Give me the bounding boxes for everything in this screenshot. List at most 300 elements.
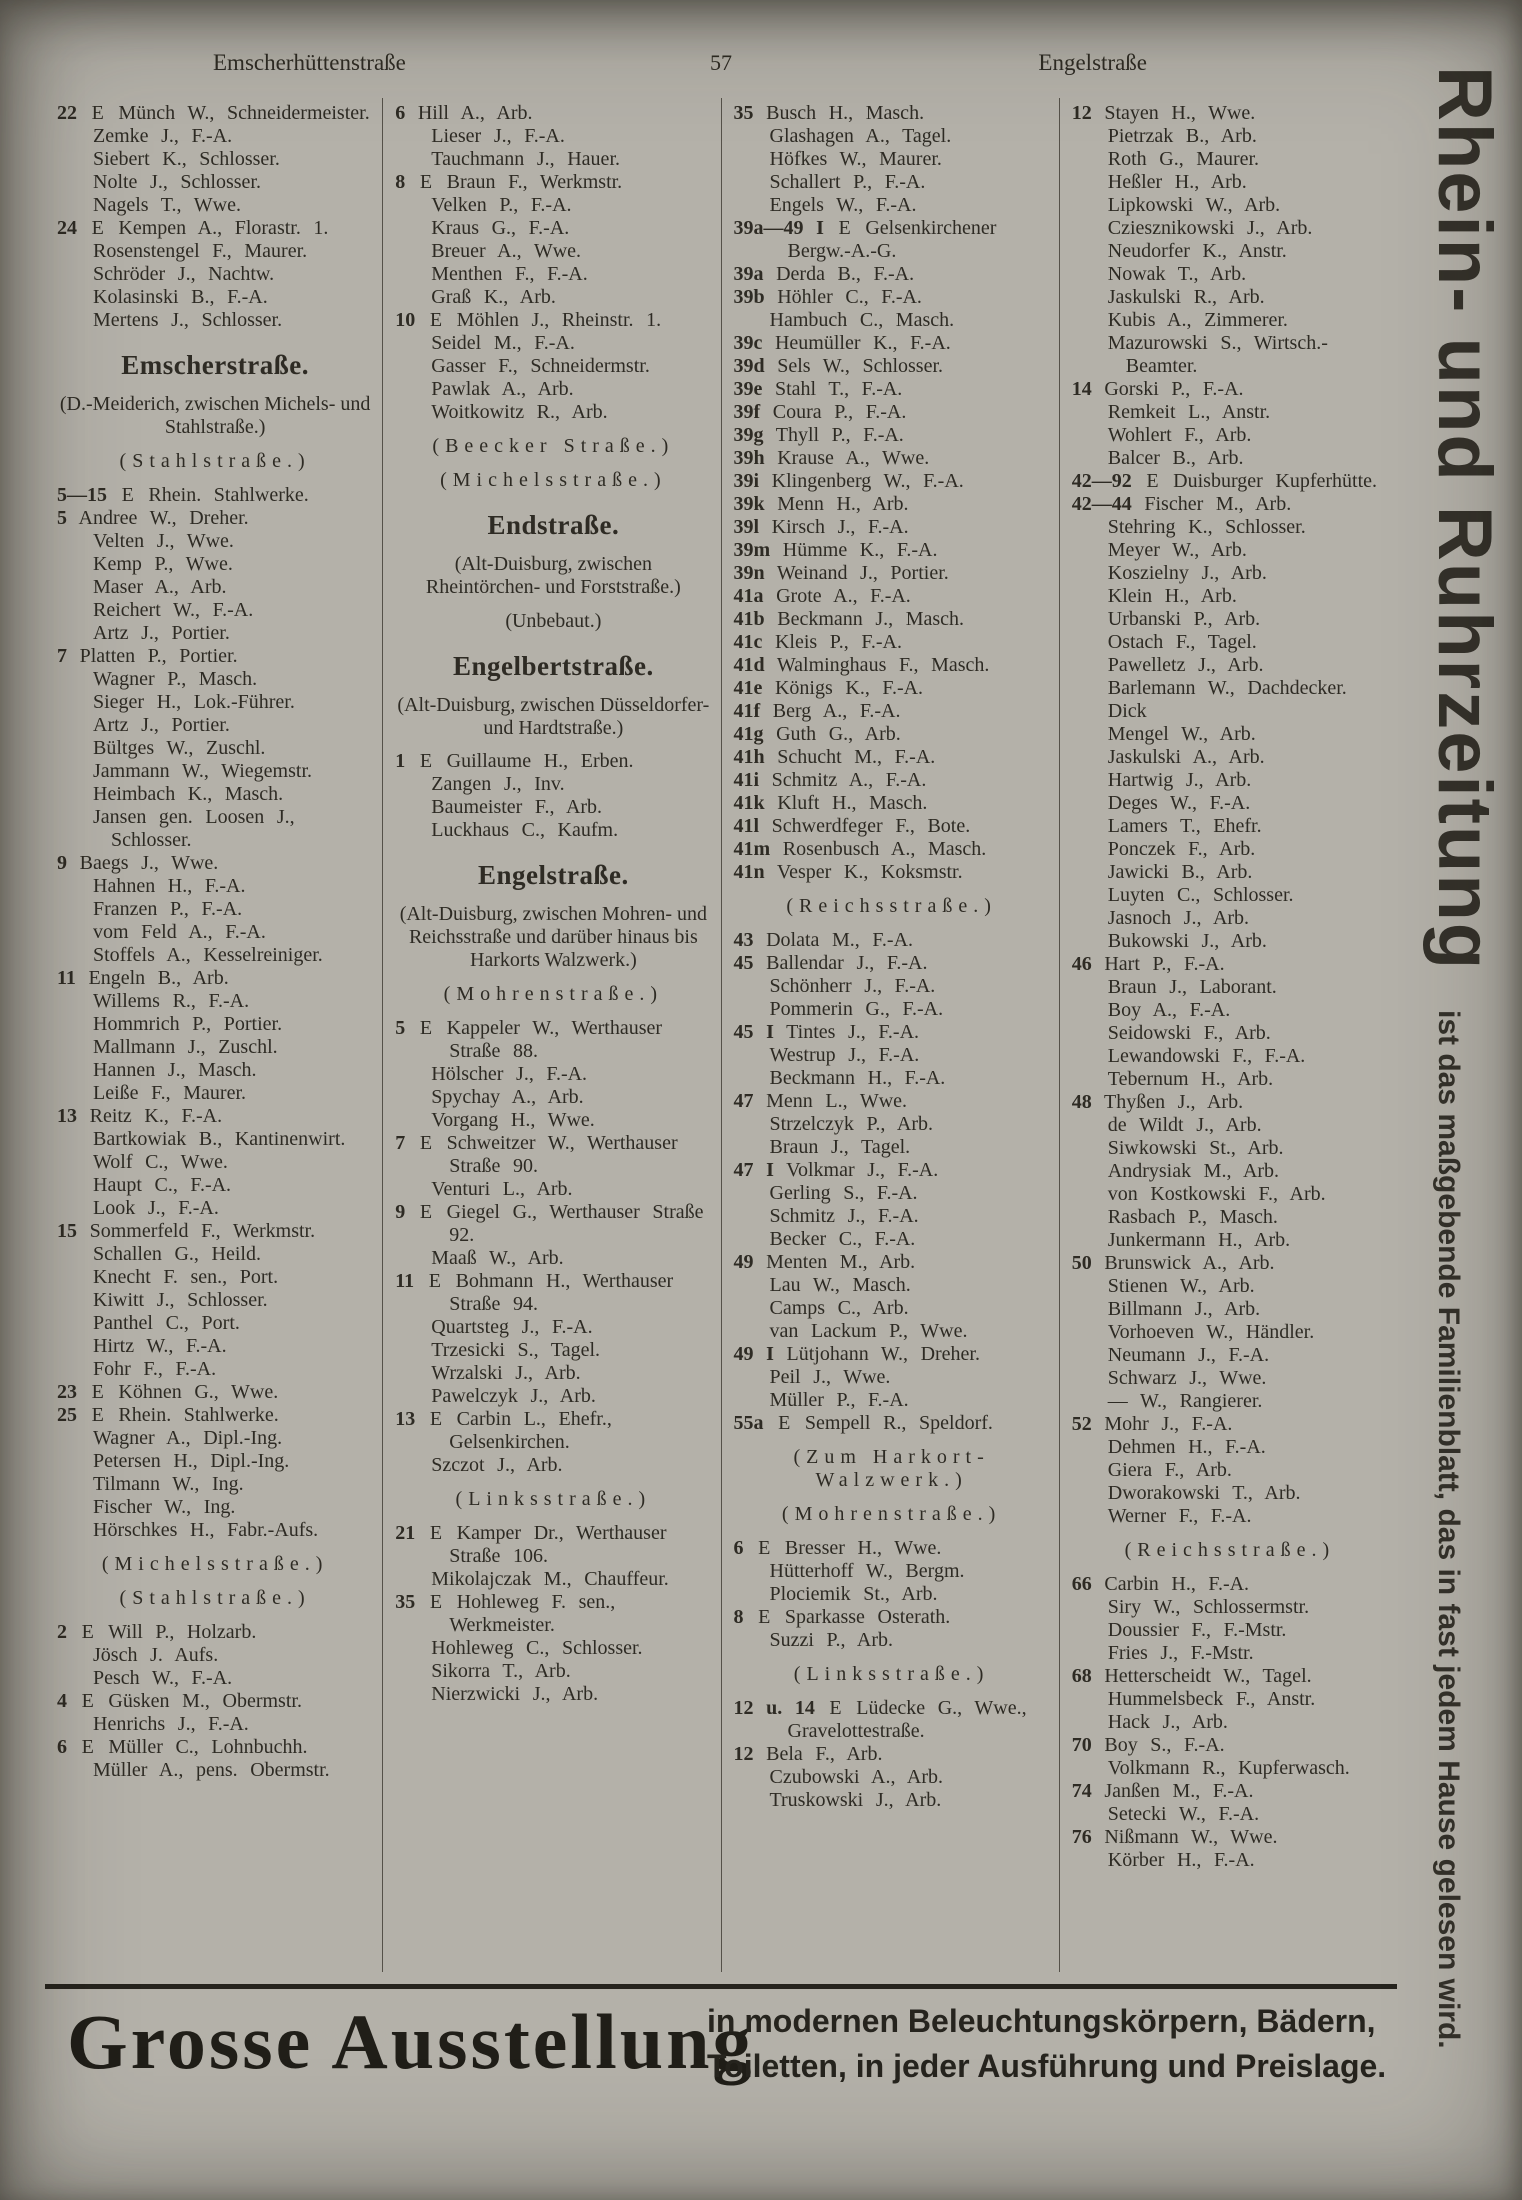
house-number: 12 xyxy=(1071,102,1092,124)
resident-line: Hirtz W., F.-A. xyxy=(93,1335,227,1357)
house-number: 8 xyxy=(733,1606,744,1628)
ad-copy-line1: in modernen Beleuchtungskörpern, Bädern, xyxy=(707,2003,1376,2039)
entry-line xyxy=(57,507,373,530)
banner-title: Rhein- und Ruhrzeitung xyxy=(1422,66,1507,972)
resident-line: Baumeister F., Arb. xyxy=(431,796,603,818)
entry-line xyxy=(734,1090,1050,1113)
entry-line xyxy=(734,539,1050,562)
resident-line: Jaskulski R., Arb. xyxy=(1107,286,1265,308)
entry-line xyxy=(734,562,1050,585)
entry-line xyxy=(734,792,1050,815)
resident-line: Knecht F. sen., Port. xyxy=(93,1266,279,1288)
entry-text: Kappeler W., Werthauser Straße 88. xyxy=(434,1017,663,1062)
entry-text: Menn L., Wwe. xyxy=(753,1090,908,1112)
entry-line xyxy=(734,746,1050,769)
owner-mark: E xyxy=(825,217,851,239)
resident-line: Werner F., F.-A. xyxy=(1107,1505,1252,1527)
resident-line: Fries J., F.-Mstr. xyxy=(1107,1642,1254,1664)
house-number: 41f xyxy=(733,700,761,722)
resident-line: Glashagen A., Tagel. xyxy=(769,125,952,147)
house-number: 42—92 xyxy=(1071,470,1132,492)
entry-text: Tintes J., F.-A. xyxy=(773,1021,920,1043)
house-number: 46 xyxy=(1071,953,1092,975)
entry-line xyxy=(57,217,373,240)
entry-line xyxy=(734,424,1050,447)
entry-line xyxy=(395,750,711,773)
entry-line xyxy=(734,723,1050,746)
resident-line: Luyten C., Schlosser. xyxy=(1107,884,1294,906)
house-number: 41n xyxy=(733,861,765,883)
house-number: 7 xyxy=(395,1132,406,1154)
entry-line xyxy=(734,952,1050,975)
resident-line: Stehring K., Schlosser. xyxy=(1107,516,1306,538)
resident-line: Seidowski F., Arb. xyxy=(1107,1022,1271,1044)
street-note: (Alt-Duisburg, zwischen Rheintörchen- und Forststraße.) xyxy=(425,553,681,598)
entry-line xyxy=(734,263,1050,286)
house-number: 39l xyxy=(733,516,760,538)
house-number: 39m xyxy=(733,539,771,561)
resident-line: — W., Rangierer. xyxy=(1107,1390,1263,1412)
resident-line: Beckmann H., F.-A. xyxy=(769,1067,946,1089)
entry-text: Boy S., F.-A. xyxy=(1091,1734,1225,1756)
house-number: 55a xyxy=(733,1412,764,1434)
entry-line xyxy=(57,645,373,668)
resident-line: Schallert P., F.-A. xyxy=(769,171,926,193)
entry-text: Sparkasse Osterath. xyxy=(772,1606,951,1628)
entry-line xyxy=(1072,1413,1388,1436)
resident-line: Doussier F., F.-Mstr. xyxy=(1107,1619,1287,1641)
resident-line: Bültges W., Zuschl. xyxy=(93,737,266,759)
column-2 xyxy=(382,98,720,1972)
house-number: 9 xyxy=(57,852,67,874)
entry-line xyxy=(57,102,373,125)
resident-line: Jammann W., Wiegemstr. xyxy=(93,760,313,782)
entry-line xyxy=(734,1251,1050,1274)
house-number: 25 xyxy=(57,1404,77,1426)
resident-line: Lamers T., Ehefr. xyxy=(1107,815,1262,837)
resident-line: Tilmann W., Ing. xyxy=(93,1473,244,1495)
house-number: 8 xyxy=(395,171,406,193)
resident-line: Siebert K., Schlosser. xyxy=(93,148,280,170)
resident-line: Neumann J., F.-A. xyxy=(1107,1344,1270,1366)
resident-line: Wolf C., Wwe. xyxy=(93,1151,228,1173)
entry-text: Hart P., F.-A. xyxy=(1091,953,1225,975)
house-number: 14 xyxy=(1071,378,1092,400)
entry-text: Will P., Holzarb. xyxy=(95,1621,257,1643)
house-number: 49 xyxy=(733,1251,754,1273)
resident-line: Hütterhoff W., Bergm. xyxy=(769,1560,965,1582)
resident-line: Bartkowiak B., Kantinenwirt. xyxy=(93,1128,346,1150)
resident-line: Dick xyxy=(1107,700,1147,722)
owner-mark: E xyxy=(79,102,104,124)
house-number: 41g xyxy=(733,723,764,745)
entry-text: Schmitz A., F.-A. xyxy=(759,769,927,791)
resident-line: Woitkowitz R., Arb. xyxy=(431,401,608,423)
resident-line: Junkermann H., Arb. xyxy=(1107,1229,1291,1251)
ad-copy xyxy=(707,1999,1407,2089)
owner-mark: E xyxy=(69,1690,94,1712)
resident-line: vom Feld A., F.-A. xyxy=(93,921,266,943)
resident-line: Nierzwicki J., Arb. xyxy=(431,1683,599,1705)
entry-text: Busch H., Masch. xyxy=(753,102,925,124)
entry-text: Rosenbusch A., Masch. xyxy=(770,838,987,860)
resident-line: Dehmen H., F.-A. xyxy=(1107,1436,1266,1458)
resident-line: Velken P., F.-A. xyxy=(431,194,572,216)
house-number: 1 xyxy=(395,750,406,772)
resident-line: Maser A., Arb. xyxy=(93,576,227,598)
entry-text: Rhein. Stahlwerke. xyxy=(105,1404,279,1426)
resident-line: Haupt C., F.-A. xyxy=(93,1174,232,1196)
entry-line xyxy=(1072,1252,1388,1275)
entry-text: Beckmann J., Masch. xyxy=(764,608,965,630)
resident-line: Ostach F., Tagel. xyxy=(1107,631,1257,653)
entry-line xyxy=(395,1132,711,1178)
house-number: 41h xyxy=(733,746,765,768)
entry-text: Janßen M., F.-A. xyxy=(1091,1780,1254,1802)
resident-line: Lipkowski W., Arb. xyxy=(1107,194,1281,216)
entry-text: Weinand J., Portier. xyxy=(764,562,949,584)
house-number: 10 xyxy=(395,309,416,331)
entry-line xyxy=(734,838,1050,861)
resident-line: Westrup J., F.-A. xyxy=(769,1044,920,1066)
cross-street-ref: (Stahlstraße.) xyxy=(119,1587,311,1609)
resident-line: Gasser F., Schneidermstr. xyxy=(431,355,650,377)
entry-text: Coura P., F.-A. xyxy=(760,401,907,423)
entry-line xyxy=(734,401,1050,424)
entry-line xyxy=(57,1105,373,1128)
entry-text: Guillaume H., Erben. xyxy=(434,750,634,772)
street-note: (D.-Meiderich, zwischen Michels- und Stahlstraße.) xyxy=(59,393,371,438)
house-number: 6 xyxy=(733,1537,744,1559)
entry-text: Mohr J., F.-A. xyxy=(1091,1413,1233,1435)
resident-line: Rasbach P., Masch. xyxy=(1107,1206,1278,1228)
entry-line xyxy=(1072,470,1388,493)
resident-line: Tauchmann J., Hauer. xyxy=(431,148,620,170)
entry-text: Menn H., Arb. xyxy=(764,493,909,515)
house-number: 15 xyxy=(57,1220,77,1242)
entry-text: Rhein. Stahlwerke. xyxy=(135,484,309,506)
advertisement xyxy=(45,1984,1397,2149)
house-number: 41e xyxy=(733,677,763,699)
owner-mark: E xyxy=(407,750,433,772)
owner-mark: E xyxy=(816,1697,842,1719)
resident-line: Vorgang H., Wwe. xyxy=(431,1109,595,1131)
resident-line: Menthen F., F.-A. xyxy=(431,263,588,285)
entry-line xyxy=(1072,102,1388,125)
resident-line: de Wildt J., Arb. xyxy=(1107,1114,1262,1136)
banner-subtitle: ist das maßgebende Familienblatt, das in fast jedem Hause gelesen wird. xyxy=(1432,1009,1465,2049)
resident-line: Mallmann J., Zuschl. xyxy=(93,1036,278,1058)
entry-text: Krause A., Wwe. xyxy=(764,447,930,469)
resident-line: Pawelletz J., Arb. xyxy=(1107,654,1264,676)
house-number: 6 xyxy=(57,1736,67,1758)
entry-text: Duisburger Kupferhütte. xyxy=(1160,470,1378,492)
owner-mark: E xyxy=(417,1522,443,1544)
house-number: 5 xyxy=(395,1017,406,1039)
owner-mark: E xyxy=(407,171,433,193)
resident-line: Hörschkes H., Fabr.-Aufs. xyxy=(93,1519,319,1541)
house-number: 39h xyxy=(733,447,765,469)
resident-line: Rosenstengel F., Maurer. xyxy=(93,240,308,262)
entry-line xyxy=(1072,1665,1388,1688)
resident-line: Stoffels A., Kesselreiniger. xyxy=(93,944,323,966)
entry-line xyxy=(734,493,1050,516)
resident-line: Panthel C., Port. xyxy=(93,1312,240,1334)
resident-line: Franzen P., F.-A. xyxy=(93,898,243,920)
owner-mark: E xyxy=(765,1412,791,1434)
entry-line xyxy=(734,286,1050,309)
resident-line: Höfkes W., Maurer. xyxy=(769,148,942,170)
house-number: 9 xyxy=(395,1201,406,1223)
resident-line: Hambuch C., Masch. xyxy=(769,309,955,331)
entry-line xyxy=(734,102,1050,125)
house-number: 11 xyxy=(57,967,76,989)
house-number: 41b xyxy=(733,608,765,630)
resident-line: Zangen J., Inv. xyxy=(431,773,565,795)
entry-line xyxy=(734,1743,1050,1766)
entry-text: Guth G., Arb. xyxy=(763,723,901,745)
resident-line: Jasnoch J., Arb. xyxy=(1107,907,1250,929)
resident-line: Strzelczyk P., Arb. xyxy=(769,1113,934,1135)
house-number: 13 xyxy=(395,1408,416,1430)
house-number: 39d xyxy=(733,355,765,377)
resident-line: Klein H., Arb. xyxy=(1107,585,1237,607)
resident-line: Hahnen H., F.-A. xyxy=(93,875,246,897)
resident-line: Körber H., F.-A. xyxy=(1107,1849,1255,1871)
entry-line xyxy=(1072,1826,1388,1849)
entry-text: Lütjohann W., Dreher. xyxy=(773,1343,980,1365)
entry-text: Klingenberg W., F.-A. xyxy=(759,470,964,492)
street-note: (Alt-Duisburg, zwischen Düsseldorfer- und Hardtstraße.) xyxy=(397,694,710,739)
house-number: 23 xyxy=(57,1381,77,1403)
owner-mark: E xyxy=(407,1132,433,1154)
resident-line: Müller P., F.-A. xyxy=(769,1389,909,1411)
resident-line: Giera F., Arb. xyxy=(1107,1459,1232,1481)
page-number: 57 xyxy=(710,50,732,75)
resident-line: Dworakowski T., Arb. xyxy=(1107,1482,1301,1504)
house-number: 35 xyxy=(733,102,754,124)
entry-text: Volkmar J., F.-A. xyxy=(773,1159,939,1181)
entry-text: Fischer M., Arb. xyxy=(1131,493,1292,515)
resident-line: Artz J., Portier. xyxy=(93,622,230,644)
cross-street-ref: (Stahlstraße.) xyxy=(119,450,311,472)
house-number: 35 xyxy=(395,1591,416,1613)
house-number: 47 xyxy=(733,1090,754,1112)
owner-mark: E xyxy=(1133,470,1159,492)
entry-text: Brunswick A., Arb. xyxy=(1091,1252,1275,1274)
resident-line: Braun J., Tagel. xyxy=(769,1136,911,1158)
entry-line xyxy=(1072,1573,1388,1596)
resident-line: Lewandowski F., F.-A. xyxy=(1107,1045,1306,1067)
entry-text: Sommerfeld F., Werkmstr. xyxy=(77,1220,316,1242)
house-number: 45 I xyxy=(733,1021,774,1043)
resident-line: Wagner A., Dipl.-Ing. xyxy=(93,1427,283,1449)
owner-mark: E xyxy=(417,1591,443,1613)
resident-line: Mikolajczak M., Chauffeur. xyxy=(431,1568,669,1590)
resident-line: Seidel M., F.-A. xyxy=(431,332,575,354)
resident-line: Gerling S., F.-A. xyxy=(769,1182,918,1204)
resident-line: Pietrzak B., Arb. xyxy=(1107,125,1257,147)
entry-text: Heumüller K., F.-A. xyxy=(762,332,951,354)
entry-text: Hohleweg F. sen., Werkmeister. xyxy=(444,1591,616,1636)
resident-line: Engels W., F.-A. xyxy=(769,194,917,216)
entry-line xyxy=(734,585,1050,608)
resident-line: Leiße F., Maurer. xyxy=(93,1082,247,1104)
house-number: 22 xyxy=(57,102,77,124)
entry-text: Thyll P., F.-A. xyxy=(763,424,904,446)
house-number: 2 xyxy=(57,1621,67,1643)
resident-line: Siwkowski St., Arb. xyxy=(1107,1137,1284,1159)
resident-line: Fohr F., F.-A. xyxy=(93,1358,217,1380)
entry-text: Walminghaus F., Masch. xyxy=(764,654,990,676)
house-number: 39b xyxy=(733,286,765,308)
entry-line xyxy=(734,447,1050,470)
owner-mark: E xyxy=(69,1736,94,1758)
entry-line xyxy=(395,309,711,332)
house-number: 76 xyxy=(1071,1826,1092,1848)
owner-mark: E xyxy=(69,1621,94,1643)
column-1 xyxy=(45,98,382,1972)
house-number: 39g xyxy=(733,424,764,446)
resident-line: Becker C., F.-A. xyxy=(769,1228,916,1250)
entry-text: Höhler C., F.-A. xyxy=(764,286,922,308)
house-number: 45 xyxy=(733,952,754,974)
newspaper-side-banner xyxy=(1400,0,1520,2200)
resident-line: Fischer W., Ing. xyxy=(93,1496,236,1518)
resident-line: Urbanski P., Arb. xyxy=(1107,608,1261,630)
resident-line: Sieger H., Lok.-Führer. xyxy=(93,691,295,713)
resident-line: Volkmann R., Kupferwasch. xyxy=(1107,1757,1350,1779)
entry-line xyxy=(1072,493,1388,516)
entry-line xyxy=(734,1021,1050,1044)
resident-line: Schröder J., Nachtw. xyxy=(93,263,275,285)
entry-text: Giegel G., Werthauser Straße 92. xyxy=(434,1201,704,1246)
cross-street-ref: (Reichsstraße.) xyxy=(1124,1539,1336,1561)
house-number: 39k xyxy=(733,493,765,515)
entry-line xyxy=(734,1537,1050,1560)
entry-text: Vesper K., Koksmstr. xyxy=(764,861,963,883)
house-number: 74 xyxy=(1071,1780,1092,1802)
entry-line xyxy=(734,929,1050,952)
resident-line: Hannen J., Masch. xyxy=(93,1059,257,1081)
entry-text: Schwerdfeger F., Bote. xyxy=(759,815,971,837)
entry-text: Berg A., F.-A. xyxy=(760,700,901,722)
entry-line xyxy=(57,1220,373,1243)
resident-line: Vorhoeven W., Händler. xyxy=(1107,1321,1315,1343)
house-number: 47 I xyxy=(733,1159,774,1181)
entry-text: Carbin L., Ehefr., Gelsenkirchen. xyxy=(444,1408,612,1453)
entry-line xyxy=(734,378,1050,401)
resident-line: Reichert W., F.-A. xyxy=(93,599,254,621)
entry-text: Sels W., Schlosser. xyxy=(764,355,944,377)
entry-line xyxy=(1072,1091,1388,1114)
resident-line: Hartwig J., Arb. xyxy=(1107,769,1252,791)
entry-line xyxy=(734,332,1050,355)
resident-line: Maaß W., Arb. xyxy=(431,1247,564,1269)
entry-text: Stahl T., F.-A. xyxy=(762,378,903,400)
resident-line: von Kostkowski F., Arb. xyxy=(1107,1183,1326,1205)
entry-line xyxy=(734,355,1050,378)
house-number: 39e xyxy=(733,378,763,400)
entry-text: Königs K., F.-A. xyxy=(762,677,924,699)
resident-line: Zemke J., F.-A. xyxy=(93,125,233,147)
resident-line: Mertens J., Schlosser. xyxy=(93,309,283,331)
owner-mark: E xyxy=(407,1017,433,1039)
column-4 xyxy=(1059,98,1397,1972)
resident-line: Schönherr J., F.-A. xyxy=(769,975,936,997)
resident-line: Schmitz J., F.-A. xyxy=(769,1205,919,1227)
resident-line: Camps C., Arb. xyxy=(769,1297,909,1319)
resident-line: Hohleweg C., Schlosser. xyxy=(431,1637,643,1659)
entry-line xyxy=(734,631,1050,654)
resident-line: Pawelczyk J., Arb. xyxy=(431,1385,596,1407)
resident-line: Artz J., Portier. xyxy=(93,714,230,736)
resident-line: Luckhaus C., Kaufm. xyxy=(431,819,619,841)
house-number: 12 u. 14 xyxy=(733,1697,815,1719)
resident-line: Nolte J., Schlosser. xyxy=(93,171,261,193)
resident-line: Wagner P., Masch. xyxy=(93,668,258,690)
resident-line: Quartsteg J., F.-A. xyxy=(431,1316,593,1338)
resident-line: Venturi L., Arb. xyxy=(431,1178,573,1200)
cross-street-ref: (Beecker Straße.) xyxy=(432,435,675,457)
entry-line xyxy=(57,852,373,875)
resident-line: Plociemik St., Arb. xyxy=(769,1583,938,1605)
resident-line: Pesch W., F.-A. xyxy=(93,1667,233,1689)
house-number: 5—15 xyxy=(57,484,107,506)
entry-line xyxy=(734,608,1050,631)
owner-mark: E xyxy=(407,1201,433,1223)
resident-line: Pawlak A., Arb. xyxy=(431,378,574,400)
resident-line: Koszielny J., Arb. xyxy=(1107,562,1267,584)
resident-line: Hummelsbeck F., Anstr. xyxy=(1107,1688,1316,1710)
owner-mark: E xyxy=(745,1606,771,1628)
cross-street-ref: (Mohrenstraße.) xyxy=(443,983,664,1005)
house-number: 41i xyxy=(733,769,760,791)
entry-text: Grote A., F.-A. xyxy=(763,585,911,607)
house-number: 24 xyxy=(57,217,77,239)
owner-mark: E xyxy=(79,1404,104,1426)
resident-line: van Lackum P., Wwe. xyxy=(769,1320,968,1342)
street-heading: Endstraße. xyxy=(487,510,620,540)
entry-text: Thyßen J., Arb. xyxy=(1091,1091,1244,1113)
cross-street-ref: (Linksstraße.) xyxy=(793,1663,990,1685)
resident-line: Hommrich P., Portier. xyxy=(93,1013,283,1035)
entry-text: Schucht M., F.-A. xyxy=(764,746,936,768)
entry-line xyxy=(734,516,1050,539)
resident-line: Kolasinski B., F.-A. xyxy=(93,286,268,308)
entry-line xyxy=(734,815,1050,838)
page-header xyxy=(45,50,1397,84)
resident-line: Kraus G., F.-A. xyxy=(431,217,570,239)
entry-text: Sempell R., Speldorf. xyxy=(792,1412,993,1434)
entry-line xyxy=(395,171,711,194)
entry-line xyxy=(734,1159,1050,1182)
entry-line xyxy=(734,1606,1050,1629)
resident-line: Jawicki B., Arb. xyxy=(1107,861,1253,883)
entry-text: Hümme K., F.-A. xyxy=(770,539,938,561)
entry-text: Hetterscheidt W., Tagel. xyxy=(1091,1665,1312,1687)
entry-text: Braun F., Werkmstr. xyxy=(434,171,623,193)
owner-mark: E xyxy=(417,309,443,331)
resident-line: Braun J., Laborant. xyxy=(1107,976,1277,998)
entry-line xyxy=(734,700,1050,723)
entry-text: Bresser H., Wwe. xyxy=(772,1537,942,1559)
entry-line xyxy=(734,217,1050,263)
entry-line xyxy=(734,769,1050,792)
resident-line: Look J., F.-A. xyxy=(93,1197,219,1219)
house-number: 39i xyxy=(733,470,760,492)
ad-copy-line2: Toiletten, in jeder Ausführung und Preislage. xyxy=(707,2048,1387,2084)
